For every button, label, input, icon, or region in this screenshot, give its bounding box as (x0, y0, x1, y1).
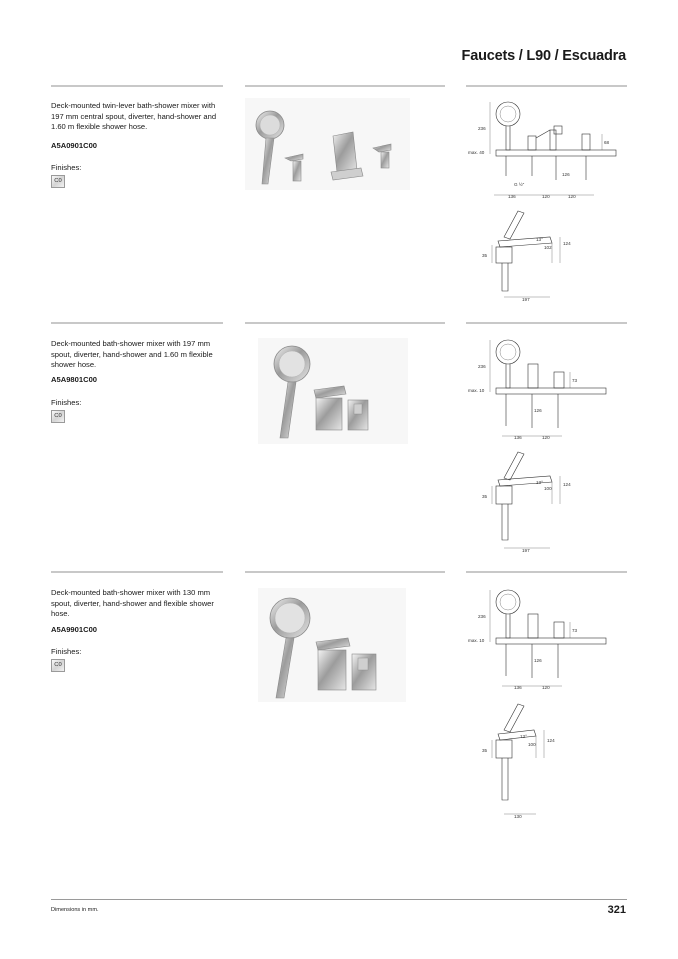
dimension-label: 236 (478, 614, 486, 619)
dimension-label: 236 (478, 364, 486, 369)
dimension-label: max. 40 (468, 150, 485, 155)
dimension-label: 126 (534, 408, 542, 413)
dimension-label: 136 (508, 194, 516, 199)
section-divider (466, 85, 627, 87)
section-divider (51, 571, 223, 573)
finish-swatch-chrome: C0 (51, 659, 65, 672)
footer-divider (51, 899, 627, 900)
dimension-label: 73 (572, 628, 578, 633)
dimension-label: 124 (563, 482, 571, 487)
dimension-label: 13° (520, 734, 527, 739)
top-view-drawing (466, 98, 626, 206)
dimension-label: 126 (534, 658, 542, 663)
dimension-label: 124 (547, 738, 555, 743)
dimension-label: 126 (562, 172, 570, 177)
product-photo (245, 98, 410, 190)
dimension-label: 124 (563, 241, 571, 246)
product-photo (258, 588, 406, 702)
section-divider (51, 85, 223, 87)
section-divider (51, 322, 223, 324)
dimension-label: 35 (482, 748, 488, 753)
dimension-label: 13° (536, 237, 543, 242)
finish-swatch-chrome: C0 (51, 175, 65, 188)
top-view-drawing (466, 336, 626, 444)
product-code: A5A9801C00 (51, 375, 98, 384)
page-number: 321 (607, 904, 626, 916)
dimension-label: 100 (544, 486, 552, 491)
footer-note: Dimensions in mm. (51, 907, 99, 913)
product-code: A5A9901C00 (51, 625, 98, 634)
product-photo (258, 338, 408, 444)
dimension-label: 120 (542, 435, 550, 440)
dimension-label: max. 10 (468, 388, 485, 393)
dimension-label: max. 10 (468, 638, 485, 643)
finishes-label: Finishes: (51, 398, 82, 407)
dimension-label: 197 (522, 297, 530, 302)
product-code: A5A0901C00 (51, 141, 98, 150)
dimension-label: 197 (522, 548, 530, 553)
side-view-drawing (466, 700, 586, 820)
dimension-label: 35 (482, 494, 488, 499)
top-view-drawing (466, 586, 626, 694)
dimension-label: 102 (544, 245, 552, 250)
section-divider (466, 571, 627, 573)
dimension-label: 130 (514, 814, 522, 819)
dimension-label: 68 (604, 140, 610, 145)
product-description: Deck-mounted bath-shower mixer with 130 mm spout, diverter, hand-shower and flexible shower hose. (51, 588, 214, 619)
section-divider (245, 322, 445, 324)
section-divider (466, 322, 627, 324)
dimension-label: 35 (482, 253, 488, 258)
dimension-label: 120 (542, 685, 550, 690)
product-description: Deck-mounted twin-lever bath-shower mixer with 197 mm central spout, diverter, hand-shower and 1.60 m flexible shower hose. (51, 101, 217, 132)
finishes-label: Finishes: (51, 163, 82, 172)
page-title: Faucets / L90 / Escuadra (461, 48, 626, 64)
dimension-label: 100 (528, 742, 536, 747)
finishes-label: Finishes: (51, 647, 82, 656)
dimension-label: 120 (568, 194, 576, 199)
finish-swatch-chrome: C0 (51, 410, 65, 423)
dimension-label: 236 (478, 126, 486, 131)
side-view-drawing (466, 448, 586, 556)
side-view-drawing (466, 207, 586, 307)
dimension-label: 13° (536, 480, 543, 485)
dimension-label: 73 (572, 378, 578, 383)
dimension-label: G ½" (514, 182, 525, 187)
dimension-label: 136 (514, 435, 522, 440)
dimension-label: 120 (542, 194, 550, 199)
product-description: Deck-mounted bath-shower mixer with 197 mm spout, diverter, hand-shower and 1.60 m flexible shower hose. (51, 339, 213, 370)
section-divider (245, 571, 445, 573)
dimension-label: 136 (514, 685, 522, 690)
section-divider (245, 85, 445, 87)
